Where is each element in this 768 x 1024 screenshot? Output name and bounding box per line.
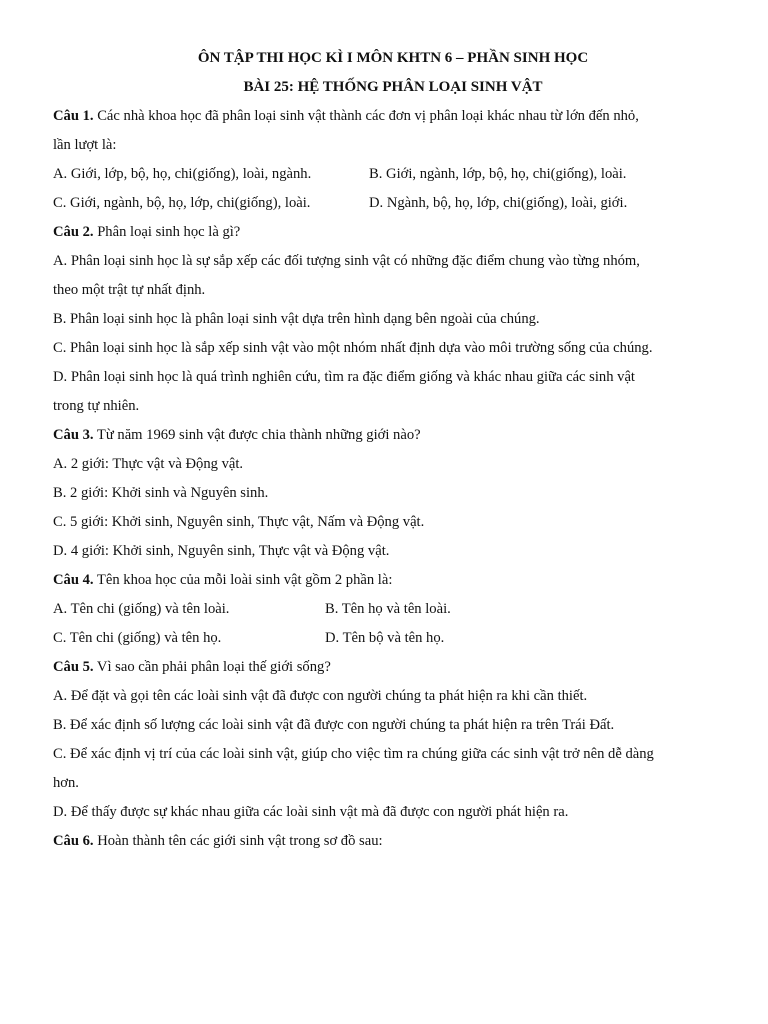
question-3	[53, 421, 733, 566]
question-6	[53, 827, 733, 856]
option-d-cont: trong tự nhiên.	[53, 398, 140, 414]
options-row	[53, 595, 733, 624]
document-page	[53, 44, 733, 856]
question-label: Câu 4.	[53, 572, 94, 588]
question-6-stem	[53, 827, 733, 856]
option-d: D. Phân loại sinh học là quá trình nghiên cứu, tìm ra đặc điểm giống và khác nhau giữa các sinh vật	[53, 369, 635, 385]
option-a-cont: theo một trật tự nhất định.	[53, 282, 206, 298]
option-c: C. 5 giới: Khởi sinh, Nguyên sinh, Thực vật, Nấm và Động vật.	[53, 514, 425, 530]
question-text: Các nhà khoa học đã phân loại sinh vật thành các đơn vị phân loại khác nhau từ lớn đến nhỏ,	[93, 108, 639, 124]
question-label: Câu 1.	[53, 108, 94, 124]
question-text: Phân loại sinh học là gì?	[93, 224, 241, 240]
question-text: Tên khoa học của mỗi loài sinh vật gồm 2 phần là:	[93, 572, 393, 588]
question-1-stem-cont: lần lượt là:	[53, 137, 117, 153]
option-b: B. Tên họ và tên loài.	[325, 601, 451, 617]
option-c-cont: hơn.	[53, 775, 79, 791]
question-2	[53, 218, 733, 421]
option-c: C. Tên chi (giống) và tên họ.	[53, 630, 222, 646]
question-text: Vì sao cần phải phân loại thế giới sống?	[93, 659, 331, 675]
option-b: B. Giới, ngành, lớp, bộ, họ, chi(giống), loài.	[369, 166, 627, 182]
lesson-title: BÀI 25: HỆ THỐNG PHÂN LOẠI SINH VẬT	[243, 79, 543, 95]
question-label: Câu 3.	[53, 427, 94, 443]
options-row	[53, 160, 733, 189]
option-c: C. Phân loại sinh học là sắp xếp sinh vật vào một nhóm nhất định dựa vào môi trường sống của chúng.	[53, 340, 653, 356]
option-b: B. Để xác định số lượng các loài sinh vật đã được con người chúng ta phát hiện ra trên Trái Đất.	[53, 717, 615, 733]
option-a: A. Phân loại sinh học là sự sắp xếp các đối tượng sinh vật có những đặc điểm chung vào từng nhóm,	[53, 253, 640, 269]
question-text: Từ năm 1969 sinh vật được chia thành những giới nào?	[93, 427, 421, 443]
options-row	[53, 624, 733, 653]
question-5-stem	[53, 653, 733, 682]
option-c: C. Giới, ngành, bộ, họ, lớp, chi(giống), loài.	[53, 195, 311, 211]
option-d: D. Tên bộ và tên họ.	[325, 630, 445, 646]
option-c: C. Để xác định vị trí của các loài sinh vật, giúp cho việc tìm ra chúng giữa các sinh vật trở nên dễ dàng	[53, 746, 654, 762]
question-1-stem	[53, 102, 733, 131]
question-text: Hoàn thành tên các giới sinh vật trong sơ đồ sau:	[93, 833, 383, 849]
option-a: A. Để đặt và gọi tên các loài sinh vật đã được con người chúng ta phát hiện ra khi cần thiết.	[53, 688, 588, 704]
question-4-stem	[53, 566, 733, 595]
question-5	[53, 653, 733, 827]
option-a: A. 2 giới: Thực vật và Động vật.	[53, 456, 244, 472]
question-4	[53, 566, 733, 653]
option-b: B. 2 giới: Khởi sinh và Nguyên sinh.	[53, 485, 269, 501]
document-title: ÔN TẬP THI HỌC KÌ I MÔN KHTN 6 – PHẦN SINH HỌC	[197, 50, 589, 66]
option-d: D. Ngành, bộ, họ, lớp, chi(giống), loài, giới.	[369, 195, 628, 211]
option-a: A. Giới, lớp, bộ, họ, chi(giống), loài, ngành.	[53, 166, 312, 182]
question-label: Câu 6.	[53, 833, 94, 849]
option-b: B. Phân loại sinh học là phân loại sinh vật dựa trên hình dạng bên ngoài của chúng.	[53, 311, 540, 327]
question-1	[53, 102, 733, 218]
option-d: D. Để thấy được sự khác nhau giữa các loài sinh vật mà đã được con người phát hiện ra.	[53, 804, 569, 820]
question-2-stem	[53, 218, 733, 247]
option-a: A. Tên chi (giống) và tên loài.	[53, 601, 230, 617]
option-d: D. 4 giới: Khởi sinh, Nguyên sinh, Thực vật và Động vật.	[53, 543, 390, 559]
question-label: Câu 5.	[53, 659, 94, 675]
options-row	[53, 189, 733, 218]
question-label: Câu 2.	[53, 224, 94, 240]
question-3-stem	[53, 421, 733, 450]
